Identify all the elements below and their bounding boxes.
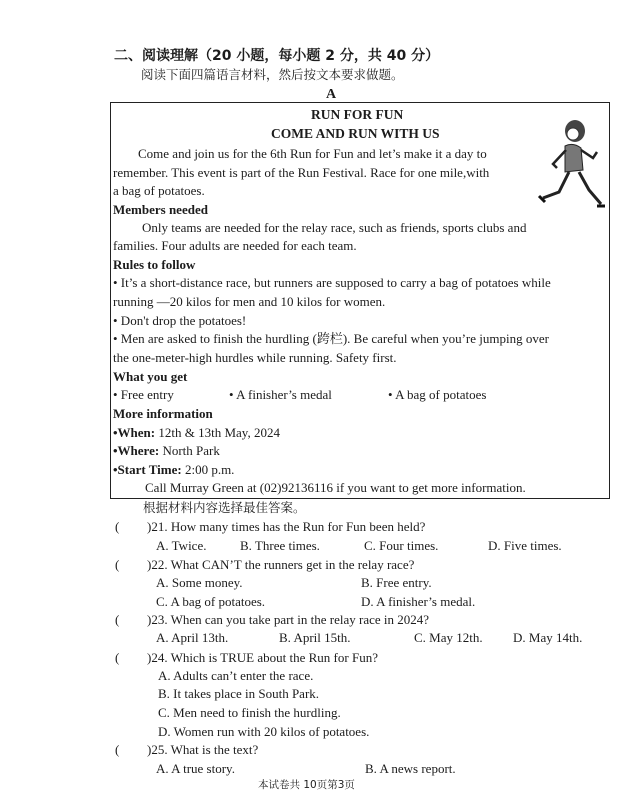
more-heading: More information <box>113 406 213 421</box>
get-heading: What you get <box>113 369 188 384</box>
members-line: families. Four adults are needed for each team. <box>113 238 357 253</box>
option: B. April 15th. <box>279 630 351 645</box>
where-line <box>113 443 220 459</box>
section-heading: 二、阅读理解（20 小题，每小题 2 分，共 40 分） <box>114 48 440 64</box>
option: D. May 14th. <box>513 630 583 645</box>
rules-heading: Rules to follow <box>113 257 196 272</box>
where-label: •Where: <box>113 443 160 458</box>
option: C. Four times. <box>364 538 439 553</box>
get-item: • A finisher’s medal <box>229 387 332 402</box>
option: B. It takes place in South Park. <box>158 686 320 701</box>
start-value: 2:00 p.m. <box>181 462 235 477</box>
question-stem: )24. Which is TRUE about the Run for Fun? <box>147 650 378 665</box>
answer-paren: ( <box>115 650 120 665</box>
start-label: •Start Time: <box>113 462 182 477</box>
intro-line: remember. This event is part of the Run Festival. Race for one mile,with <box>113 165 490 180</box>
contact-line: Call Murray Green at (02)92136116 if you want to get more information. <box>145 480 526 495</box>
answer-paren: ( <box>115 742 120 757</box>
intro-line: Come and join us for the 6th Run for Fun and let’s make it a day to <box>138 146 487 161</box>
option: C. May 12th. <box>414 630 483 645</box>
passage-title: RUN FOR FUN <box>311 107 404 122</box>
option: B. Three times. <box>240 538 320 553</box>
when-value: 12th & 13th May, 2024 <box>155 425 280 440</box>
get-item: • A bag of potatoes <box>388 387 487 402</box>
section-instruction: 阅读下面四篇语言材料，然后按文本要求做题。 <box>141 67 404 82</box>
passage-label: A <box>326 87 337 102</box>
get-item: • Free entry <box>113 387 174 402</box>
option: C. A bag of potatoes. <box>156 594 266 609</box>
question-stem: )22. What CAN’T the runners get in the relay race? <box>147 557 415 572</box>
question-stem: )23. When can you take part in the relay race in 2024? <box>147 612 430 627</box>
rule-line: running —20 kilos for men and 10 kilos for women. <box>113 294 386 309</box>
members-line: Only teams are needed for the relay race, such as friends, sports clubs and <box>142 220 527 235</box>
intro-line: a bag of potatoes. <box>113 183 205 198</box>
question-stem: )25. What is the text? <box>147 742 259 757</box>
option: B. A news report. <box>365 761 456 776</box>
rule-line: the one-meter-high hurdles while running. Safety first. <box>113 350 397 365</box>
when-label: •When: <box>113 425 156 440</box>
option: C. Men need to finish the hurdling. <box>158 705 341 720</box>
rule-line: • Don't drop the potatoes! <box>113 313 247 328</box>
option: D. Five times. <box>488 538 562 553</box>
questions-instruction: 根据材料内容选择最佳答案。 <box>143 500 306 515</box>
option: B. Free entry. <box>361 575 432 590</box>
answer-paren: ( <box>115 612 120 627</box>
question-stem: )21. How many times has the Run for Fun been held? <box>147 519 426 534</box>
option: A. Twice. <box>156 538 207 553</box>
when-line <box>113 425 280 441</box>
where-value: North Park <box>159 443 220 458</box>
option: A. A true story. <box>156 761 235 776</box>
start-line <box>113 462 234 478</box>
answer-paren: ( <box>115 557 120 572</box>
rule-line: • It’s a short-distance race, but runners are supposed to carry a bag of potatoes while <box>113 275 551 290</box>
passage-subtitle: COME AND RUN WITH US <box>271 126 440 141</box>
option: D. A finisher’s medal. <box>361 594 476 609</box>
option: D. Women run with 20 kilos of potatoes. <box>158 724 370 739</box>
option: A. April 13th. <box>156 630 229 645</box>
option: A. Adults can’t enter the race. <box>158 668 314 683</box>
page-footer: 本试卷共 10页第3页 <box>258 779 355 791</box>
answer-paren: ( <box>115 519 120 534</box>
rule-line: • Men are asked to finish the hurdling (跨栏). Be careful when you’re jumping over <box>113 331 549 346</box>
option: A. Some money. <box>156 575 243 590</box>
members-heading: Members needed <box>113 202 208 217</box>
runner-icon <box>535 118 605 218</box>
